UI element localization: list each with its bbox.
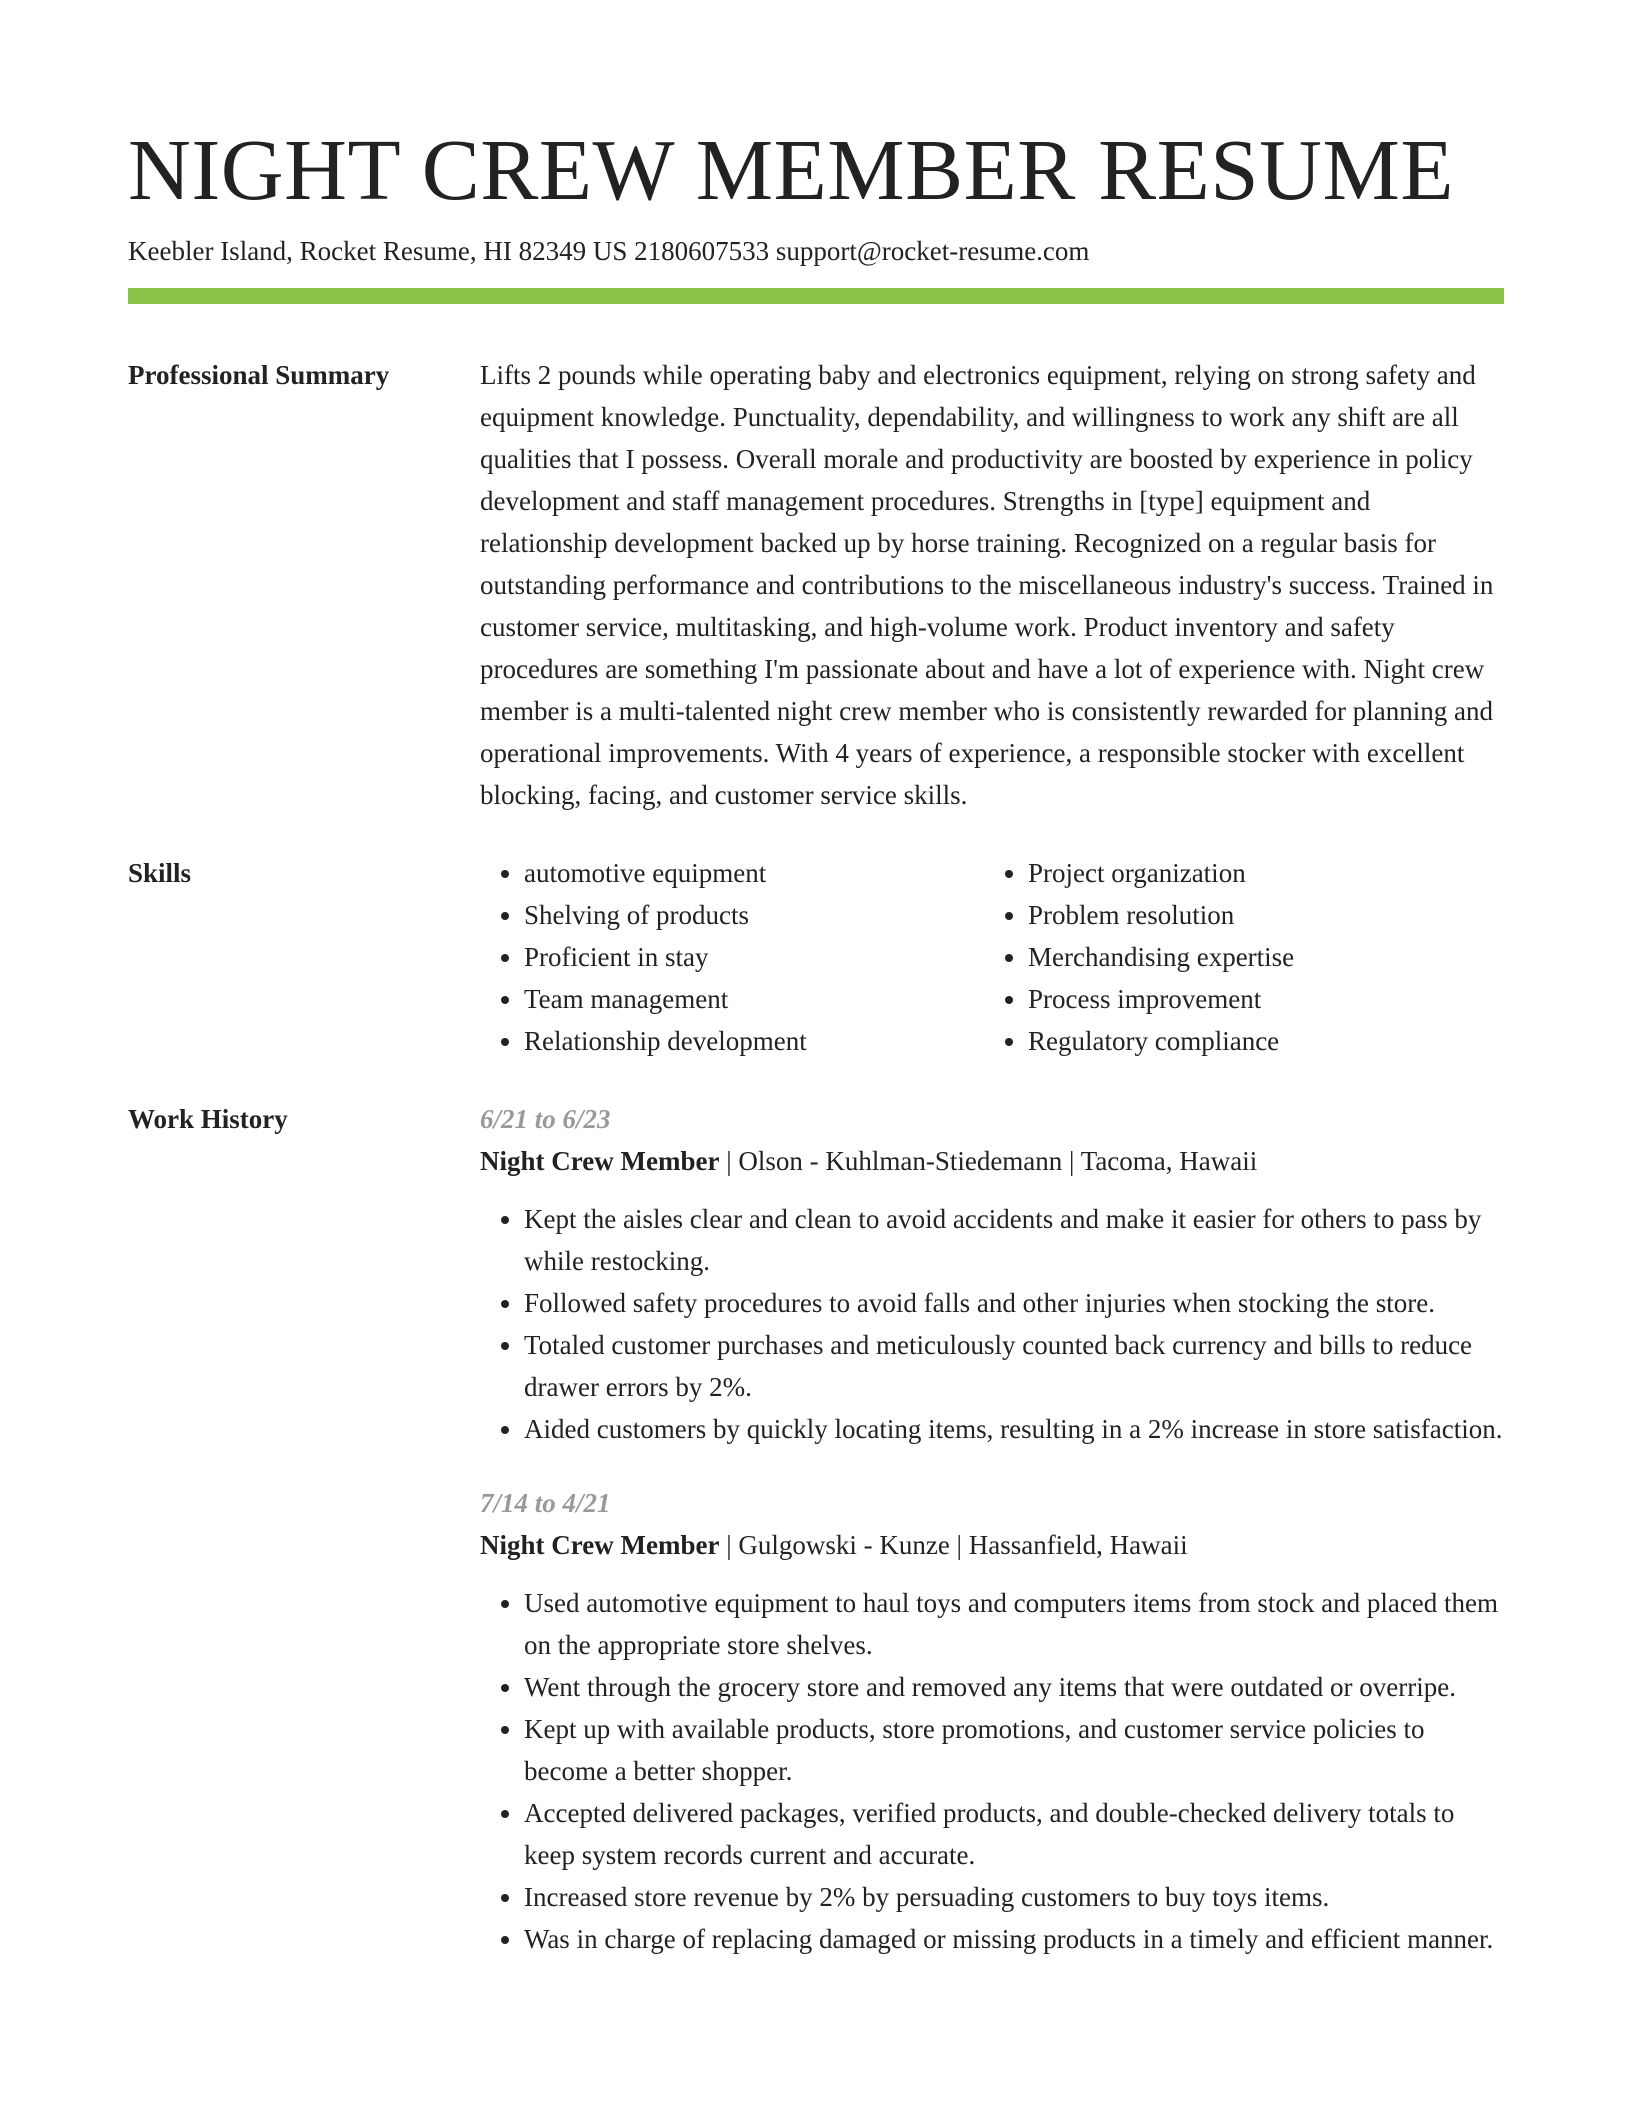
work-history-section [128, 1098, 1504, 1960]
job-bullet: • Kept up with available products, store promotions, and customer service policies to become a better shopper. [524, 1708, 1504, 1792]
job-bullets [480, 1582, 1504, 1960]
job-title: Night Crew Member [480, 1146, 720, 1176]
job-bullet: • Aided customers by quickly locating items, resulting in a 2% increase in store satisfaction. [524, 1408, 1504, 1450]
skill-item: • Regulatory compliance [1028, 1020, 1548, 1062]
accent-divider [128, 288, 1504, 304]
professional-summary-section [128, 354, 1504, 816]
job-entry [480, 1482, 1504, 1960]
job-bullet: • Totaled customer purchases and meticulously counted back currency and bills to reduce drawer errors by 2%. [524, 1324, 1504, 1408]
job-dates: 7/14 to 4/21 [480, 1488, 611, 1518]
resume-page [128, 120, 1504, 1960]
job-bullet: • Was in charge of replacing damaged or missing products in a timely and efficient manner. [524, 1918, 1504, 1960]
skill-item: • Project organization [1028, 852, 1548, 894]
summary-text: Lifts 2 pounds while operating baby and electronics equipment, relying on strong safety and equipment knowledge. Punctuality, dependability, and willingness to work any shift are all qualities that I possess. Overall morale and productivity are boosted by experience in policy development and staff management procedures. Strengths in [type] equipment and relationship development backed up by horse training. Recognized on a regular basis for outstanding performance and contributions to the miscellaneous industry's success. Trained in customer service, multitasking, and high-volume work. Product inventory and safety procedures are something I'm passionate about and have a lot of experience with. Night crew member is a multi-talented night crew member who is consistently rewarded for planning and operational improvements. With 4 years of experience, a responsible stocker with excellent blocking, facing, and customer service skills. [480, 360, 1494, 810]
job-bullets [480, 1198, 1504, 1450]
skill-item: • Process improvement [1028, 978, 1548, 1020]
skills-list-right [984, 852, 1548, 1062]
skills-section [128, 852, 1504, 1062]
work-body [480, 1098, 1504, 1960]
skill-item: • Shelving of products [524, 894, 984, 936]
job-bullet: • Went through the grocery store and removed any items that were outdated or overripe. [524, 1666, 1504, 1708]
job-details: | Gulgowski - Kunze | Hassanfield, Hawaii [719, 1530, 1188, 1560]
job-details: | Olson - Kuhlman-Stiedemann | Tacoma, Hawaii [719, 1146, 1258, 1176]
skill-item: • Relationship development [524, 1020, 984, 1062]
job-bullet: • Used automotive equipment to haul toys and computers items from stock and placed them on the appropriate store shelves. [524, 1582, 1504, 1666]
job-entry [480, 1098, 1504, 1450]
skills-list-left [480, 852, 984, 1062]
job-bullet: • Increased store revenue by 2% by persuading customers to buy toys items. [524, 1876, 1504, 1918]
skill-item: • Team management [524, 978, 984, 1020]
skill-item: • automotive equipment [524, 852, 984, 894]
skills-body [480, 852, 1504, 1062]
skill-item: • Problem resolution [1028, 894, 1548, 936]
skills-columns [480, 852, 1504, 1062]
job-bullet: • Accepted delivered packages, verified products, and double-checked delivery totals to keep system records current and accurate. [524, 1792, 1504, 1876]
section-label-summary: Professional Summary [128, 360, 390, 390]
job-bullet: • Kept the aisles clear and clean to avoid accidents and make it easier for others to pass by while restocking. [524, 1198, 1504, 1282]
skill-item: • Proficient in stay [524, 936, 984, 978]
job-header [480, 1524, 1504, 1566]
section-label-work: Work History [128, 1104, 288, 1134]
job-dates: 6/21 to 6/23 [480, 1104, 611, 1134]
section-label-skills: Skills [128, 858, 192, 888]
job-title: Night Crew Member [480, 1530, 720, 1560]
contact-line: Keebler Island, Rocket Resume, HI 82349 US 2180607533 support@rocket-resume.com [128, 236, 1090, 266]
job-bullet: • Followed safety procedures to avoid falls and other injuries when stocking the store. [524, 1282, 1504, 1324]
summary-body [480, 354, 1504, 816]
resume-title: NIGHT CREW MEMBER RESUME [128, 121, 1454, 218]
job-header [480, 1140, 1504, 1182]
skill-item: • Merchandising expertise [1028, 936, 1548, 978]
